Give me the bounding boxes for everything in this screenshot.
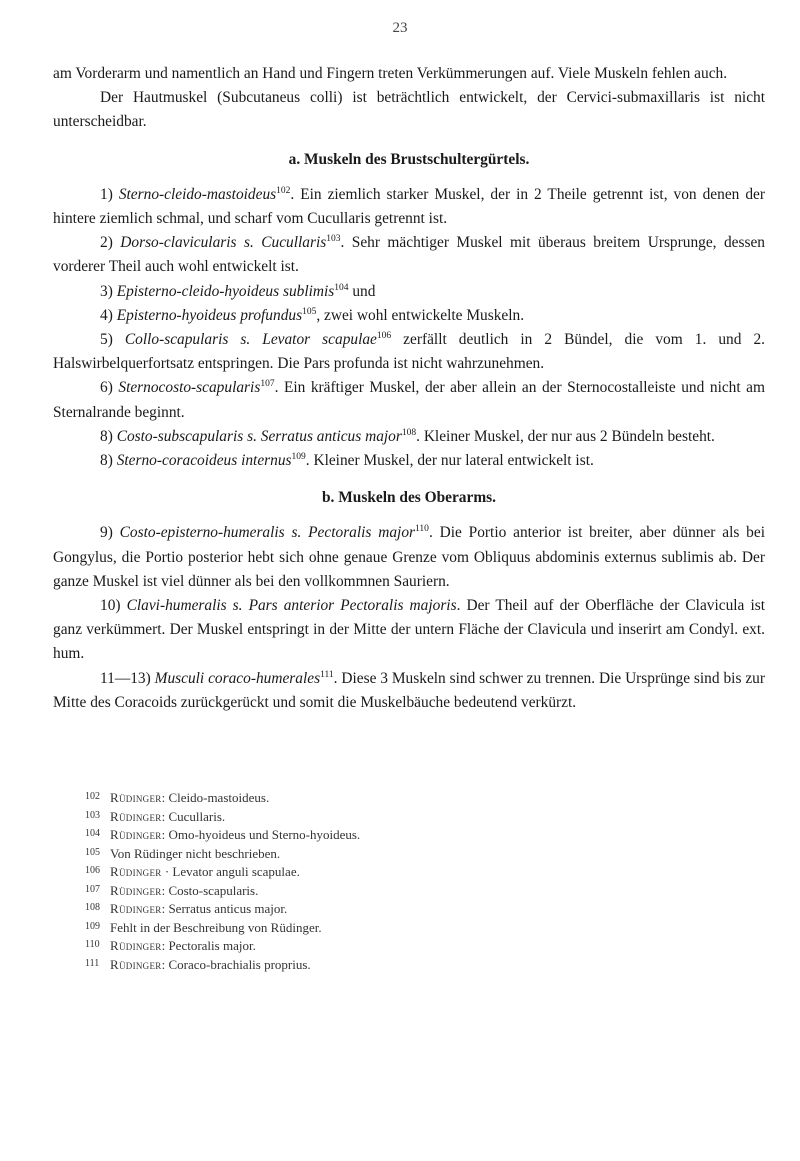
entry-text: . Ein ziemlich starker Muskel, der in 2 Theile getrennt ist, von denen der hintere ziemlich schmal, und scharf vom Cucullaris getrennt ist.: [53, 185, 765, 228]
entry-text: zerfällt deutlich in 2 Bündel, die vom 1. und 2. Halswirbelquerfortsatz entspringen. Die Pars profunda ist nicht wahrzunehmen.: [53, 331, 765, 373]
entry-text: . Ein kräftiger Muskel, der aber allein an der Sternocostalleiste und nicht am Sternalrande beginnt.: [53, 379, 765, 421]
section-heading-brustschultergurtel: a. Muskeln des Brustschultergürtels.: [288, 150, 530, 168]
entry-text: , zwei wohl entwickelte Muskeln.: [316, 306, 525, 324]
paragraph-hautmuskel: Der Hautmuskel (Subcutaneus colli) ist beträchtlich entwickelt, der Cervici-submaxillaris ist nicht unterscheidbar.: [53, 89, 765, 131]
muscle-name: Dorso-clavicularis s. Cucullaris: [120, 234, 327, 252]
footnote: [85, 788, 685, 807]
footnote-ref: 105: [302, 306, 317, 317]
footnote-text: Omo-hyoideus und Sterno-hyoideus.: [168, 827, 361, 842]
entry-number: 6): [100, 379, 113, 397]
footnote-number: 107: [85, 883, 100, 895]
footnote-text: Von Rüdinger nicht beschrieben.: [110, 845, 281, 861]
footnote-ref: 104: [334, 282, 349, 293]
entry-number: 9): [100, 524, 113, 542]
muscle-name: Episterno-hyoideus profundus: [116, 306, 303, 324]
entry-text: . Diese 3 Muskeln sind schwer zu trennen. Die Ursprünge sind bis zur Mitte des Coracoids zurückgerückt und somit die Muskelbäuche bedeutend verkürzt.: [53, 669, 765, 711]
footnote: [85, 918, 685, 937]
footnote-number: 108: [85, 902, 100, 913]
muscle-entry: [53, 183, 765, 231]
footnote-number: 109: [85, 920, 100, 932]
entry-number: 5): [100, 331, 113, 349]
footnote-text: Pectoralis major.: [168, 938, 256, 953]
muscle-name: Clavi-humeralis s. Pars anterior Pectoralis majoris: [126, 597, 457, 615]
muscle-name: Episterno-cleido-hyoideus sublimis: [116, 282, 335, 300]
footnote-author: Rüdinger: [110, 882, 162, 898]
muscle-name: Musculi coraco-humerales: [154, 669, 321, 687]
entry-text: und: [348, 282, 376, 300]
footnote-author: Rüdinger: [110, 827, 162, 842]
muscle-entry: [53, 376, 765, 424]
footnote: [85, 899, 685, 918]
footnote-ref: 109: [291, 452, 306, 463]
footnote-ref: 111: [320, 669, 334, 680]
footnote-number: 111: [85, 957, 100, 969]
muscle-entry: [53, 667, 765, 715]
muscle-entry: [53, 521, 765, 594]
footnote-number: 104: [85, 828, 100, 839]
muscle-entry: [53, 449, 765, 473]
muscle-entry: [53, 304, 765, 328]
footnote-separator: ·: [161, 864, 173, 879]
footnote: [85, 807, 685, 826]
muscle-name: Costo-episterno-humeralis s. Pectoralis major: [119, 524, 416, 542]
page-number: 23: [392, 20, 408, 36]
footnote-text: Serratus anticus major.: [168, 901, 288, 916]
footnote-number: 106: [85, 865, 100, 876]
muscle-entry: [53, 231, 765, 279]
footnote-separator: :: [161, 882, 169, 898]
section-heading-oberarm: b. Muskeln des Oberarms.: [321, 489, 496, 507]
entry-text: . Die Portio anterior ist breiter, aber dünner als bei Gongylus, die Portio posterior hebt sich ohne genaue Grenze vom Obliquus abdominis externus sublimis ab. Der ganze Muskel ist viel dünner als bei den vollkommnen Sauriern.: [53, 524, 765, 590]
footnote-author: Rüdinger: [110, 864, 162, 879]
footnote-number: 102: [85, 791, 100, 802]
footnote-ref: 106: [376, 331, 392, 342]
entry-text: . Kleiner Muskel, der nur aus 2 Bündeln besteht.: [416, 427, 715, 445]
entry-number: 8): [100, 452, 113, 470]
muscle-entry: [53, 328, 765, 376]
footnote-text: Coraco-brachialis proprius.: [168, 956, 311, 972]
entry-number: 3): [100, 282, 113, 300]
footnote-number: 110: [85, 939, 100, 950]
footnote-ref: 108: [401, 427, 417, 438]
paragraph-intro: am Vorderarm und namentlich an Hand und Fingern treten Verkümmerungen auf. Viele Muskeln fehlen auch.: [53, 65, 728, 82]
muscle-name: Collo-scapularis s. Levator scapulae: [124, 331, 377, 349]
footnote-ref: 103: [326, 234, 341, 245]
entry-number: 11—13): [100, 669, 151, 687]
footnote-separator: :: [161, 808, 169, 824]
footnote-separator: :: [161, 938, 169, 953]
footnote-separator: :: [161, 956, 169, 972]
entry-number: 10): [100, 597, 121, 615]
footnote: [85, 825, 685, 844]
footnote-number: 103: [85, 809, 100, 821]
muscle-name: Sterno-coracoideus internus: [116, 452, 292, 470]
footnote-ref: 110: [415, 524, 429, 535]
entry-text: . Kleiner Muskel, der nur lateral entwickelt ist.: [305, 452, 594, 470]
footnote-ref: 102: [276, 185, 291, 196]
footnote-author: Rüdinger: [110, 901, 162, 916]
footnote-number: 105: [85, 846, 100, 858]
muscle-name: Costo-subscapularis s. Serratus anticus major: [116, 427, 402, 445]
muscle-entry: [53, 280, 765, 304]
entry-number: 8): [100, 427, 113, 445]
footnote-text: Costo-scapularis.: [168, 882, 259, 898]
muscle-entry: [53, 425, 765, 449]
footnote-author: Rüdinger: [110, 938, 162, 953]
footnote: [85, 936, 685, 955]
entry-number: 1): [100, 185, 113, 203]
footnote-text: Cucullaris.: [168, 808, 226, 824]
entry-text: . Sehr mächtiger Muskel mit überaus breitem Ursprunge, dessen vorderer Theil auch wohl entwickelt ist.: [53, 234, 765, 276]
footnote-ref: 107: [260, 379, 275, 390]
footnote-text: Cleido-mastoideus.: [168, 790, 270, 805]
muscle-name: Sterno-cleido-mastoideus: [118, 185, 277, 203]
footnote-separator: :: [161, 790, 169, 805]
footnote-separator: :: [161, 901, 169, 916]
footnote: [85, 862, 685, 881]
footnote-author: Rüdinger: [110, 808, 162, 824]
footnote-text: Fehlt in der Beschreibung von Rüdinger.: [110, 919, 322, 935]
footnote-separator: :: [161, 827, 169, 842]
footnote: [85, 881, 685, 900]
entry-text: . Der Theil auf der Oberfläche der Clavicula ist ganz verkümmert. Der Muskel entspringt in der Mitte der untern Fläche der Clavicula und inserirt am Condyl. ext. hum.: [53, 597, 765, 663]
footnotes: [85, 788, 685, 973]
footnote: [85, 844, 685, 863]
muscle-entry: [53, 594, 765, 667]
entry-number: 2): [100, 234, 113, 252]
footnote-author: Rüdinger: [110, 956, 162, 972]
muscle-name: Sternocosto-scapularis: [118, 379, 261, 397]
main-text: [53, 62, 765, 715]
entry-number: 4): [100, 306, 113, 324]
footnote-text: Levator anguli scapulae.: [172, 864, 300, 879]
footnote-author: Rüdinger: [110, 790, 162, 805]
footnote: [85, 955, 685, 974]
